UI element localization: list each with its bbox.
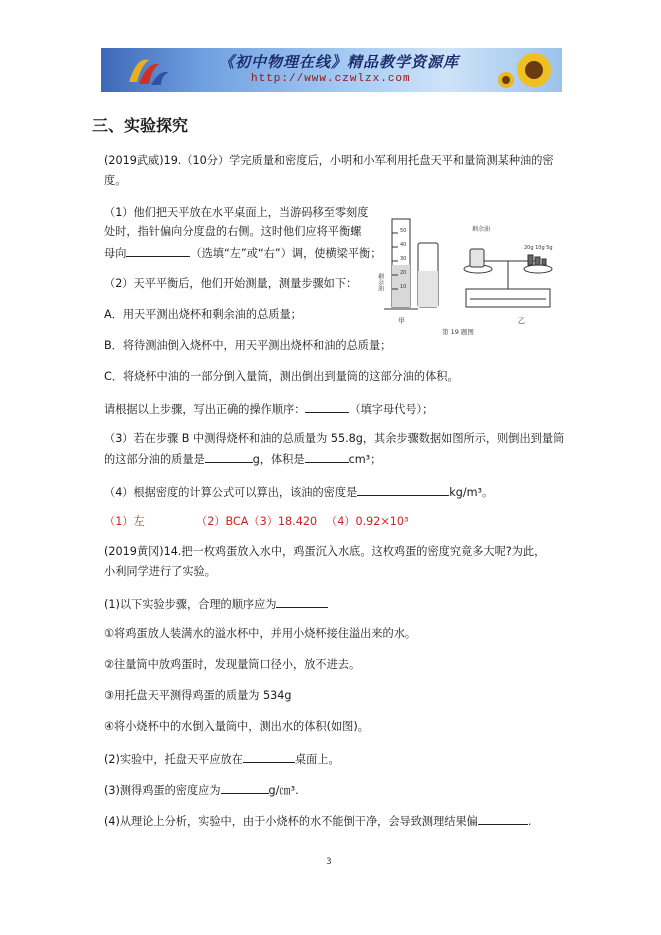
- answer-blank: [478, 813, 528, 825]
- q14-item1: ①将鸡蛋放人装满水的溢水杯中，并用小烧杯接住溢出来的水。: [104, 627, 417, 640]
- figure-label-jia: 甲: [398, 317, 405, 325]
- q14-sub1: [104, 596, 328, 612]
- q19-part1-line3: [104, 245, 381, 261]
- scale-mark: 30: [400, 256, 407, 262]
- answer-blank: [126, 245, 190, 257]
- q19-part3-line2: [104, 451, 381, 467]
- banner-url: http://www.czwlzx.com: [251, 73, 411, 85]
- answer-blank: [305, 451, 349, 463]
- figure-right-label: 剩余油: [472, 226, 491, 233]
- q14-sub2: [104, 751, 340, 767]
- q19-part1-line2: 处时，指针偏向分度盘的右侧。这时他们应将平衡螺: [104, 225, 362, 238]
- q14-item3: ③用托盘天平测得鸡蛋的质量为 534g: [104, 689, 292, 702]
- banner-title: 《初中物理在线》精品教学资源库: [219, 53, 460, 71]
- page-number: 3: [326, 857, 332, 867]
- scale-mark: 20: [400, 270, 407, 276]
- scale-mark: 40: [400, 242, 407, 248]
- answer-blank: [276, 596, 328, 608]
- q14-sub2-b: 桌面上。: [294, 753, 340, 766]
- figure-left-label: 剩余油: [376, 273, 384, 291]
- q19-answer-1: （1）左: [104, 515, 145, 528]
- q19-part3-line2-c: cm³；: [348, 453, 382, 466]
- q14-sub3-b: g/㎝³.: [268, 784, 299, 797]
- figure-label-yi: 乙: [518, 317, 525, 325]
- q19-part2: （2）天平平衡后，他们开始测量，测量步骤如下：: [104, 277, 358, 290]
- q19-part3-line2-b: g，体积是: [252, 453, 305, 466]
- scale-mark: 10: [400, 284, 407, 290]
- q14-sub4: [104, 813, 531, 829]
- answer-blank: [243, 751, 295, 763]
- q19-part4-a: （4）根据密度的计算公式可以算出，该油的密度是: [104, 486, 358, 499]
- q19-answer-3: （4）0.92×10³: [326, 515, 409, 528]
- q14-sub1-text: (1)以下实验步骤，合理的顺序应为: [104, 598, 277, 611]
- q19-part3-line1: （3）若在步骤 B 中测得烧杯和油的总质量为 55.8g，其余步骤数据如图所示，则倒出到量筒: [104, 432, 565, 445]
- q19-step-a: A．用天平测出烧杯和剩余油的总质量；: [104, 308, 302, 321]
- q19-figure: [378, 213, 562, 337]
- beaker-icon: [418, 243, 438, 307]
- q19-part1-line3-a: 母向: [104, 247, 127, 260]
- q14-item4: ④将小烧杯中的水倒入量筒中，测出水的体积(如图)。: [104, 720, 369, 733]
- q14-intro-line2: 小利同学进行了实验。: [104, 565, 216, 578]
- scale-mark: 50: [400, 228, 407, 234]
- answer-blank: [305, 401, 349, 413]
- header-banner: [101, 48, 562, 92]
- q19-intro-line2: 度。: [104, 174, 127, 187]
- q14-sub4-a: (4)从理论上分析，实验中，由于小烧杯的水不能倒干净，会导致测理结果偏: [104, 815, 478, 828]
- q19-answer-2: （2）BCA（3）18.420: [196, 515, 318, 528]
- q14-sub4-b: .: [527, 815, 532, 828]
- q19-part1-line3-b: （选填“左”或“右”）调，使横梁平衡；: [190, 247, 382, 260]
- q19-order-a: 请根据以上步骤，写出正确的操作顺序：: [104, 403, 306, 416]
- q14-sub3: [104, 782, 299, 798]
- q14-sub3-a: (3)测得鸡蛋的密度应为: [104, 784, 221, 797]
- section-heading: 三、实验探究: [92, 116, 189, 135]
- q19-part4-b: kg/m³。: [449, 486, 494, 499]
- q19-part4: [104, 484, 493, 500]
- q19-step-b: B．将待测油倒入烧杯中，用天平测出烧杯和油的总质量；: [104, 339, 392, 352]
- figure-weights-label: 20g 10g 5g: [524, 245, 553, 251]
- answer-blank: [221, 782, 269, 794]
- sunflower-icon: [496, 50, 558, 90]
- q14-sub2-a: (2)实验中，托盘天平应放在: [104, 753, 243, 766]
- balance-scale-icon: [464, 249, 552, 307]
- answer-blank: [205, 451, 253, 463]
- q19-part3-line2-a: 的这部分油的质量是: [104, 453, 205, 466]
- q19-order: [104, 401, 433, 417]
- q14-item2: ②往量筒中放鸡蛋时，发现量筒口径小，放不进去。: [104, 658, 361, 671]
- q14-intro-line1: (2019黄冈)14.把一枚鸡蛋放入水中，鸡蛋沉入水底。这枚鸡蛋的密度究竟多大呢?为此，: [104, 545, 546, 558]
- q19-order-b: （填字母代号）；: [349, 403, 434, 416]
- site-logo-icon: [123, 52, 173, 88]
- answer-blank: [357, 484, 449, 496]
- q19-part1-line1: （1）他们把天平放在水平桌面上，当游码移至零刻度: [104, 206, 369, 219]
- q19-intro-line1: (2019武威)19.（10分）学完质量和密度后，小明和小军利用托盘天平和量筒测某种油的密: [104, 154, 554, 167]
- figure-caption: 第 19 题图: [442, 328, 474, 336]
- q19-step-c: C．将烧杯中油的一部分倒入量筒，测出倒出到量筒的这部分油的体积。: [104, 370, 459, 383]
